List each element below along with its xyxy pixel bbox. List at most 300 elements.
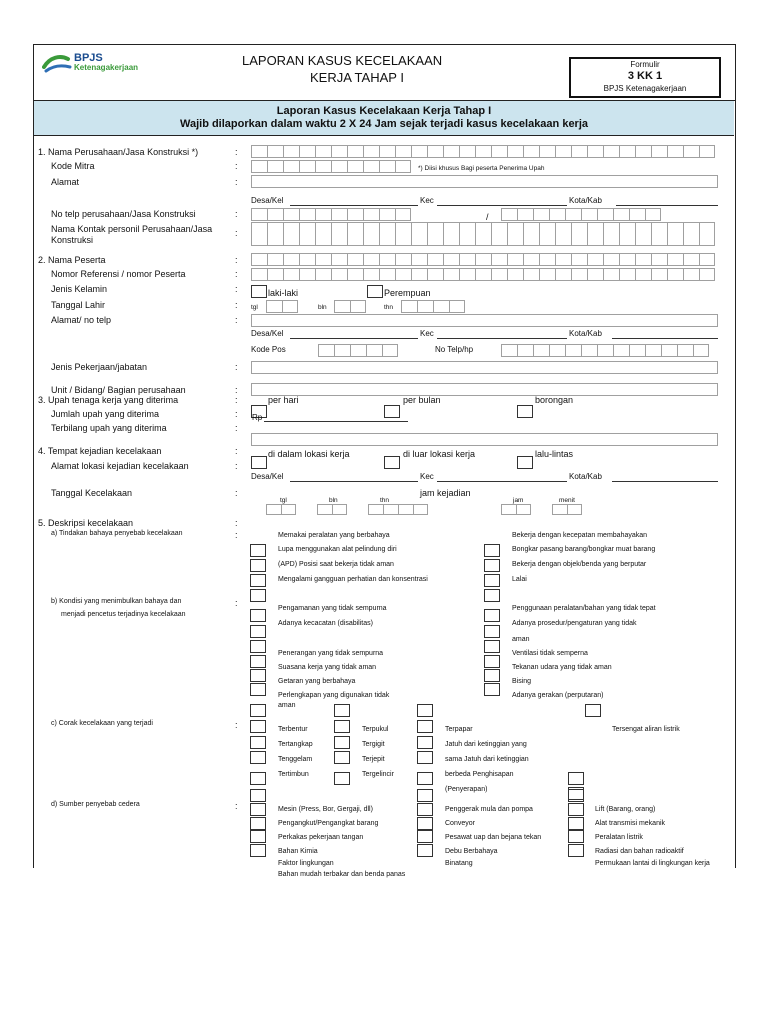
grid-cell[interactable] xyxy=(251,208,267,221)
s5-a-right-checkbox[interactable] xyxy=(484,544,500,557)
s1-kec-line[interactable] xyxy=(437,205,567,206)
grid-cell[interactable] xyxy=(501,504,516,515)
grid-cell[interactable] xyxy=(251,268,267,281)
s2-noref-grid[interactable] xyxy=(251,268,715,281)
s5-a-right-checkbox[interactable] xyxy=(484,574,500,587)
grid-cell[interactable] xyxy=(517,208,533,221)
grid-cell[interactable] xyxy=(699,145,715,158)
grid-cell[interactable] xyxy=(491,253,507,266)
grid-cell[interactable] xyxy=(581,208,597,221)
grid-cell[interactable] xyxy=(619,222,635,246)
s5-b-left-checkbox[interactable] xyxy=(250,669,266,682)
grid-cell[interactable] xyxy=(267,253,283,266)
s5-d-col2-checkbox[interactable] xyxy=(417,817,433,830)
grid-cell[interactable] xyxy=(433,300,449,313)
grid-cell[interactable] xyxy=(363,253,379,266)
grid-cell[interactable] xyxy=(363,145,379,158)
s3-perbulan-checkbox[interactable] xyxy=(384,405,400,418)
grid-cell[interactable] xyxy=(267,145,283,158)
grid-cell[interactable] xyxy=(251,222,267,246)
grid-cell[interactable] xyxy=(475,268,491,281)
grid-cell[interactable] xyxy=(266,300,282,313)
s4-desa-line[interactable] xyxy=(290,481,418,482)
grid-cell[interactable] xyxy=(347,222,363,246)
bpjs-logo xyxy=(42,52,192,76)
s5-c-col3-checkbox[interactable] xyxy=(417,704,433,717)
s5-c-col2-item: Tergigit xyxy=(362,741,385,748)
grid-cell[interactable] xyxy=(350,344,366,357)
grid-cell[interactable] xyxy=(667,222,683,246)
s5-a-left-checkbox[interactable] xyxy=(250,589,266,602)
grid-cell[interactable] xyxy=(411,268,427,281)
s5-b-left-checkbox[interactable] xyxy=(250,683,266,696)
grid-cell[interactable] xyxy=(555,222,571,246)
grid-cell[interactable] xyxy=(683,268,699,281)
s5-c-col1-checkbox[interactable] xyxy=(250,736,266,749)
grid-cell[interactable] xyxy=(299,222,315,246)
s5-c-col2-checkbox[interactable] xyxy=(334,751,350,764)
grid-cell[interactable] xyxy=(603,253,619,266)
s2-unit-input[interactable] xyxy=(251,383,718,396)
grid-cell[interactable] xyxy=(491,145,507,158)
grid-cell[interactable] xyxy=(251,145,267,158)
grid-cell[interactable] xyxy=(597,344,613,357)
grid-cell[interactable] xyxy=(539,253,555,266)
s5-b-left-checkbox[interactable] xyxy=(250,655,266,668)
s2-laki-label: laki-laki xyxy=(268,288,299,298)
s5-d-col3-checkbox[interactable] xyxy=(568,789,584,802)
grid-cell[interactable] xyxy=(368,504,383,515)
s5-b-extra-checkbox[interactable] xyxy=(585,704,601,717)
grid-cell[interactable] xyxy=(587,145,603,158)
grid-cell[interactable] xyxy=(651,145,667,158)
grid-cell[interactable] xyxy=(667,145,683,158)
grid-cell[interactable] xyxy=(683,253,699,266)
s3-borongan-checkbox[interactable] xyxy=(517,405,533,418)
grid-cell[interactable] xyxy=(619,253,635,266)
grid-cell[interactable] xyxy=(443,222,459,246)
s5-d-col1-checkbox[interactable] xyxy=(250,789,266,802)
s3-borongan: borongan xyxy=(535,395,574,405)
grid-cell[interactable] xyxy=(693,344,709,357)
grid-cell[interactable] xyxy=(366,344,382,357)
grid-cell[interactable] xyxy=(251,253,267,266)
grid-cell[interactable] xyxy=(683,222,699,246)
grid-cell[interactable] xyxy=(567,504,582,515)
logo-swoosh-icon xyxy=(42,53,72,75)
s5-c-col2-checkbox[interactable] xyxy=(334,704,350,717)
grid-cell[interactable] xyxy=(383,504,398,515)
s5-d-col3-checkbox[interactable] xyxy=(568,844,584,857)
grid-cell[interactable] xyxy=(317,504,332,515)
grid-cell[interactable] xyxy=(334,300,350,313)
s5-d-col2-checkbox[interactable] xyxy=(417,830,433,843)
grid-cell[interactable] xyxy=(299,160,315,173)
grid-cell[interactable] xyxy=(334,344,350,357)
grid-cell[interactable] xyxy=(501,344,517,357)
grid-cell[interactable] xyxy=(491,268,507,281)
grid-cell[interactable] xyxy=(347,208,363,221)
grid-cell[interactable] xyxy=(283,253,299,266)
grid-cell[interactable] xyxy=(603,222,619,246)
s5-d-col3-checkbox[interactable] xyxy=(568,830,584,843)
s5-a-left-checkbox[interactable] xyxy=(250,544,266,557)
s1-alamat-input[interactable] xyxy=(251,175,718,188)
grid-cell[interactable] xyxy=(347,253,363,266)
s5-c-col1-checkbox[interactable] xyxy=(250,772,266,785)
grid-cell[interactable] xyxy=(315,268,331,281)
grid-cell[interactable] xyxy=(645,344,661,357)
s3-rp-line[interactable] xyxy=(264,421,408,422)
s2-tgl-caption: tgl xyxy=(251,304,258,311)
s2-desa-line[interactable] xyxy=(290,338,418,339)
grid-cell[interactable] xyxy=(379,145,395,158)
s5-d-col2-checkbox[interactable] xyxy=(417,803,433,816)
grid-cell[interactable] xyxy=(281,504,296,515)
grid-cell[interactable] xyxy=(267,160,283,173)
grid-cell[interactable] xyxy=(549,208,565,221)
colon-mark: : xyxy=(235,385,238,395)
s5-c-col2-checkbox[interactable] xyxy=(334,772,350,785)
grid-cell[interactable] xyxy=(523,253,539,266)
grid-cell[interactable] xyxy=(629,208,645,221)
grid-cell[interactable] xyxy=(571,222,587,246)
grid-cell[interactable] xyxy=(635,222,651,246)
grid-cell[interactable] xyxy=(507,268,523,281)
s4-luar-checkbox[interactable] xyxy=(384,456,400,469)
grid-cell[interactable] xyxy=(459,222,475,246)
s2-notelp-grid[interactable] xyxy=(501,344,709,357)
grid-cell[interactable] xyxy=(443,253,459,266)
grid-cell[interactable] xyxy=(413,504,428,515)
s5-c-col2-item: Terjepit xyxy=(362,756,385,763)
grid-cell[interactable] xyxy=(667,253,683,266)
grid-cell[interactable] xyxy=(552,504,567,515)
s2-kec-line[interactable] xyxy=(437,338,567,339)
grid-cell[interactable] xyxy=(507,253,523,266)
colon-mark: : xyxy=(235,446,238,456)
grid-cell[interactable] xyxy=(266,504,281,515)
s5-d-col1-checkbox[interactable] xyxy=(250,817,266,830)
grid-cell[interactable] xyxy=(539,222,555,246)
s2-kec: Kec xyxy=(420,329,434,338)
grid-cell[interactable] xyxy=(395,145,411,158)
s2-thn-grid[interactable] xyxy=(401,300,465,313)
s2-pekerjaan-input[interactable] xyxy=(251,361,718,374)
grid-cell[interactable] xyxy=(539,268,555,281)
s3-terbilang-input[interactable] xyxy=(251,433,718,446)
grid-cell[interactable] xyxy=(571,145,587,158)
grid-cell[interactable] xyxy=(315,160,331,173)
s5-c-col1-checkbox[interactable] xyxy=(250,704,266,717)
s1-kode-grid[interactable] xyxy=(251,160,411,173)
grid-cell[interactable] xyxy=(267,268,283,281)
grid-cell[interactable] xyxy=(523,268,539,281)
s5-b-right-checkbox[interactable] xyxy=(484,669,500,682)
grid-cell[interactable] xyxy=(459,145,475,158)
grid-cell[interactable] xyxy=(395,253,411,266)
grid-cell[interactable] xyxy=(347,145,363,158)
grid-cell[interactable] xyxy=(555,145,571,158)
s2-kodepos-grid[interactable] xyxy=(318,344,398,357)
grid-cell[interactable] xyxy=(587,268,603,281)
grid-cell[interactable] xyxy=(251,160,267,173)
grid-cell[interactable] xyxy=(533,344,549,357)
grid-cell[interactable] xyxy=(459,253,475,266)
s1-nama-grid[interactable] xyxy=(251,145,715,158)
s5-d-col3-checkbox[interactable] xyxy=(568,817,584,830)
grid-cell[interactable] xyxy=(603,268,619,281)
s1-telp-slash: / xyxy=(486,212,489,222)
s5-c-col3-checkbox[interactable] xyxy=(417,720,433,733)
grid-cell[interactable] xyxy=(651,253,667,266)
grid-cell[interactable] xyxy=(571,268,587,281)
grid-cell[interactable] xyxy=(613,344,629,357)
grid-cell[interactable] xyxy=(516,504,531,515)
grid-cell[interactable] xyxy=(587,222,603,246)
grid-cell[interactable] xyxy=(363,222,379,246)
s5-d-col1-checkbox[interactable] xyxy=(250,844,266,857)
grid-cell[interactable] xyxy=(549,344,565,357)
grid-cell[interactable] xyxy=(677,344,693,357)
grid-cell[interactable] xyxy=(539,145,555,158)
s5-b-left-item: Suasana kerja yang tidak aman xyxy=(278,664,377,671)
grid-cell[interactable] xyxy=(571,253,587,266)
grid-cell[interactable] xyxy=(565,344,581,357)
grid-cell[interactable] xyxy=(299,253,315,266)
grid-cell[interactable] xyxy=(629,344,645,357)
grid-cell[interactable] xyxy=(427,145,443,158)
grid-cell[interactable] xyxy=(619,145,635,158)
grid-cell[interactable] xyxy=(331,145,347,158)
s4-dalam-checkbox[interactable] xyxy=(251,456,267,469)
s2-nama-grid[interactable] xyxy=(251,253,715,266)
grid-cell[interactable] xyxy=(379,268,395,281)
grid-cell[interactable] xyxy=(318,344,334,357)
s1-kontak-grid[interactable] xyxy=(251,222,715,246)
grid-cell[interactable] xyxy=(350,300,366,313)
s5-c-col3-item: Terpapar xyxy=(445,726,473,733)
grid-cell[interactable] xyxy=(555,253,571,266)
s5-c-col4-checkbox[interactable] xyxy=(568,772,584,785)
s4-tgl-grid[interactable] xyxy=(266,504,296,515)
grid-cell[interactable] xyxy=(331,268,347,281)
grid-cell[interactable] xyxy=(565,208,581,221)
s4-menit-grid[interactable] xyxy=(552,504,582,515)
s5-c-col1-checkbox[interactable] xyxy=(250,751,266,764)
s4-bln-grid[interactable] xyxy=(317,504,347,515)
s5-c-col2-checkbox[interactable] xyxy=(334,720,350,733)
s4-lalu-checkbox[interactable] xyxy=(517,456,533,469)
s5-b-left-checkbox[interactable] xyxy=(250,640,266,653)
grid-cell[interactable] xyxy=(603,145,619,158)
grid-cell[interactable] xyxy=(283,160,299,173)
s5-b-right-checkbox[interactable] xyxy=(484,625,500,638)
grid-cell[interactable] xyxy=(613,208,629,221)
s4-kec-line[interactable] xyxy=(437,481,567,482)
s2-desa: Desa/Kel xyxy=(251,329,284,338)
s5-b-left-item: Pengamanan yang tidak sempurna xyxy=(278,605,387,612)
s4-thn-grid[interactable] xyxy=(368,504,428,515)
grid-cell[interactable] xyxy=(411,145,427,158)
grid-cell[interactable] xyxy=(555,268,571,281)
colon-mark: : xyxy=(235,315,238,325)
formulir-org: BPJS Ketenagakerjaan xyxy=(603,84,687,93)
grid-cell[interactable] xyxy=(331,208,347,221)
s5-a-label: a) Tindakan bahaya penyebab kecelakaan xyxy=(51,530,183,537)
grid-cell[interactable] xyxy=(699,253,715,266)
grid-cell[interactable] xyxy=(533,208,549,221)
grid-cell[interactable] xyxy=(299,208,315,221)
s5-c-col1-checkbox[interactable] xyxy=(250,720,266,733)
grid-cell[interactable] xyxy=(282,300,298,313)
s5-c-col3-checkbox[interactable] xyxy=(417,736,433,749)
s4-tempat-label: 4. Tempat kejadian kecelakaan xyxy=(38,446,162,456)
s1-desa-line[interactable] xyxy=(290,205,418,206)
grid-cell[interactable] xyxy=(475,222,491,246)
grid-cell[interactable] xyxy=(331,222,347,246)
grid-cell[interactable] xyxy=(283,268,299,281)
grid-cell[interactable] xyxy=(427,268,443,281)
grid-cell[interactable] xyxy=(417,300,433,313)
s5-a-right-checkbox[interactable] xyxy=(484,559,500,572)
grid-cell[interactable] xyxy=(401,300,417,313)
grid-cell[interactable] xyxy=(427,222,443,246)
grid-cell[interactable] xyxy=(443,145,459,158)
grid-cell[interactable] xyxy=(283,145,299,158)
grid-cell[interactable] xyxy=(299,268,315,281)
grid-cell[interactable] xyxy=(449,300,465,313)
s5-c-col3-checkbox[interactable] xyxy=(417,751,433,764)
s5-b-left-checkbox[interactable] xyxy=(250,625,266,638)
grid-cell[interactable] xyxy=(283,222,299,246)
grid-cell[interactable] xyxy=(267,222,283,246)
s4-menit-caption: menit xyxy=(559,497,575,504)
s1-kota-line[interactable] xyxy=(616,205,718,206)
grid-cell[interactable] xyxy=(315,208,331,221)
s5-d-col1-checkbox[interactable] xyxy=(250,803,266,816)
grid-cell[interactable] xyxy=(379,222,395,246)
grid-cell[interactable] xyxy=(635,145,651,158)
grid-cell[interactable] xyxy=(395,160,411,173)
grid-cell[interactable] xyxy=(395,208,411,221)
grid-cell[interactable] xyxy=(398,504,413,515)
grid-cell[interactable] xyxy=(475,145,491,158)
grid-cell[interactable] xyxy=(699,268,715,281)
grid-cell[interactable] xyxy=(332,504,347,515)
s5-c-col1-item: Tertimbun xyxy=(278,771,309,778)
grid-cell[interactable] xyxy=(523,145,539,158)
grid-cell[interactable] xyxy=(267,208,283,221)
s5-b-right-checkbox[interactable] xyxy=(484,655,500,668)
grid-cell[interactable] xyxy=(427,253,443,266)
s1-telp-grid-b[interactable] xyxy=(501,208,661,221)
grid-cell[interactable] xyxy=(363,208,379,221)
grid-cell[interactable] xyxy=(517,344,533,357)
s5-c-col3-checkbox[interactable] xyxy=(417,772,433,785)
grid-cell[interactable] xyxy=(635,268,651,281)
grid-cell[interactable] xyxy=(661,344,677,357)
grid-cell[interactable] xyxy=(315,145,331,158)
grid-cell[interactable] xyxy=(395,268,411,281)
s2-alamat-input[interactable] xyxy=(251,314,718,327)
grid-cell[interactable] xyxy=(459,268,475,281)
s1-telp-grid-a[interactable] xyxy=(251,208,411,221)
grid-cell[interactable] xyxy=(619,268,635,281)
s2-kota-line[interactable] xyxy=(612,338,718,339)
s5-b-right-checkbox[interactable] xyxy=(484,640,500,653)
grid-cell[interactable] xyxy=(699,222,715,246)
grid-cell[interactable] xyxy=(395,222,411,246)
grid-cell[interactable] xyxy=(523,222,539,246)
s5-a-left-checkbox[interactable] xyxy=(250,559,266,572)
grid-cell[interactable] xyxy=(315,253,331,266)
grid-cell[interactable] xyxy=(363,268,379,281)
grid-cell[interactable] xyxy=(683,145,699,158)
grid-cell[interactable] xyxy=(331,160,347,173)
s5-b-right-checkbox[interactable] xyxy=(484,683,500,696)
s5-c-col2-checkbox[interactable] xyxy=(334,736,350,749)
s5-c-col1-item: Terbentur xyxy=(278,726,308,733)
grid-cell[interactable] xyxy=(443,268,459,281)
s2-laki-checkbox[interactable] xyxy=(251,285,267,298)
grid-cell[interactable] xyxy=(363,160,379,173)
s5-b-left-checkbox[interactable] xyxy=(250,609,266,622)
grid-cell[interactable] xyxy=(475,253,491,266)
grid-cell[interactable] xyxy=(651,268,667,281)
s5-b-right-checkbox[interactable] xyxy=(484,609,500,622)
grid-cell[interactable] xyxy=(581,344,597,357)
grid-cell[interactable] xyxy=(347,268,363,281)
grid-cell[interactable] xyxy=(283,208,299,221)
s5-d-col2-item: Penggerak mula dan pompa xyxy=(445,806,533,813)
grid-cell[interactable] xyxy=(635,253,651,266)
s5-a-right-checkbox[interactable] xyxy=(484,589,500,602)
s2-perempuan-checkbox[interactable] xyxy=(367,285,383,298)
grid-cell[interactable] xyxy=(379,253,395,266)
s5-d-col1-checkbox[interactable] xyxy=(250,830,266,843)
grid-cell[interactable] xyxy=(331,253,347,266)
s2-tgl-grid[interactable] xyxy=(266,300,298,313)
s5-c-col3-item: (Penyerapan) xyxy=(445,786,488,793)
s5-d-col2-checkbox[interactable] xyxy=(417,844,433,857)
s4-kota-line[interactable] xyxy=(612,481,718,482)
s5-d-col3-checkbox[interactable] xyxy=(568,803,584,816)
grid-cell[interactable] xyxy=(491,222,507,246)
grid-cell[interactable] xyxy=(411,222,427,246)
grid-cell[interactable] xyxy=(347,160,363,173)
s5-d-col2-item: Debu Berbahaya xyxy=(445,848,498,855)
grid-cell[interactable] xyxy=(507,222,523,246)
grid-cell[interactable] xyxy=(587,253,603,266)
grid-cell[interactable] xyxy=(379,160,395,173)
grid-cell[interactable] xyxy=(597,208,613,221)
grid-cell[interactable] xyxy=(645,208,661,221)
grid-cell[interactable] xyxy=(411,253,427,266)
grid-cell[interactable] xyxy=(651,222,667,246)
s2-bln-grid[interactable] xyxy=(334,300,366,313)
grid-cell[interactable] xyxy=(315,222,331,246)
grid-cell[interactable] xyxy=(299,145,315,158)
grid-cell[interactable] xyxy=(382,344,398,357)
grid-cell[interactable] xyxy=(667,268,683,281)
s5-a-left-checkbox[interactable] xyxy=(250,574,266,587)
s5-d-col2-checkbox[interactable] xyxy=(417,789,433,802)
grid-cell[interactable] xyxy=(501,208,517,221)
s4-jam-grid[interactable] xyxy=(501,504,531,515)
grid-cell[interactable] xyxy=(379,208,395,221)
grid-cell[interactable] xyxy=(507,145,523,158)
